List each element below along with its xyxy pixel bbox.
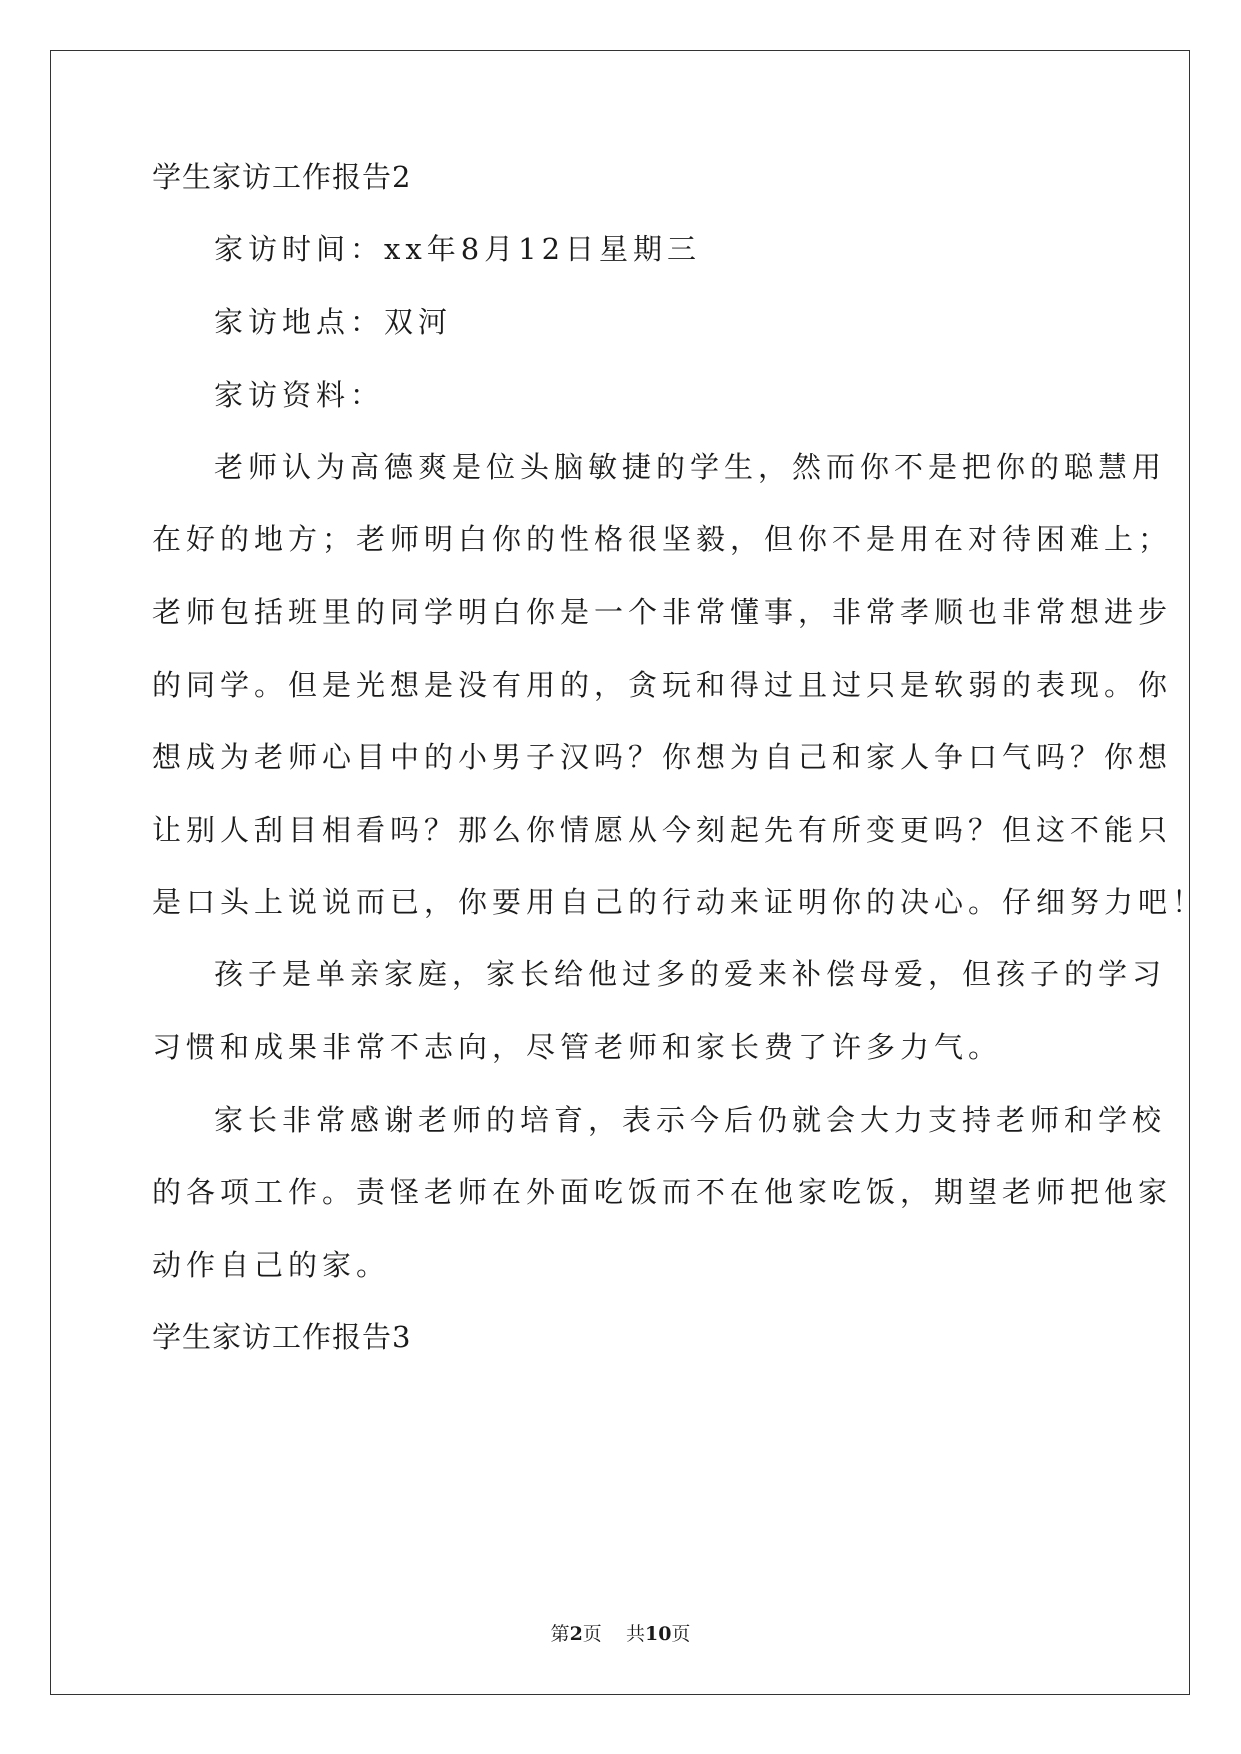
paragraph-line: 是口头上说说而已，你要用自己的行动来证明你的决心。仔细努力吧！ [152,885,1207,919]
paragraph-line: 习惯和成果非常不志向，尽管老师和家长费了许多力气。 [152,1030,1003,1064]
section-heading-3: 学生家访工作报告3 [152,1320,412,1354]
paragraph-line: 想成为老师心目中的小男子汉吗？你想为自己和家人争口气吗？你想 [152,740,1173,774]
visit-place: 家访地点：双河 [214,305,453,339]
page-border [50,50,1190,1695]
paragraph-line: 孩子是单亲家庭，家长给他过多的爱来补偿母爱，但孩子的学习 [214,957,1167,991]
footer-prefix: 第 [550,1623,570,1645]
paragraph-line: 让别人刮目相看吗？那么你情愿从今刻起先有所变更吗？但这不能只 [152,813,1173,847]
paragraph-line: 在好的地方；老师明白你的性格很坚毅，但你不是用在对待困难上； [152,522,1173,556]
page-footer [0,1622,1241,1646]
visit-materials-label: 家访资料： [214,378,385,412]
paragraph-line: 老师包括班里的同学明白你是一个非常懂事，非常孝顺也非常想进步 [152,595,1173,629]
paragraph-line: 动作自己的家。 [152,1248,391,1282]
visit-time: 家访时间：xx年8月12日星期三 [214,232,702,266]
paragraph-line: 老师认为高德爽是位头脑敏捷的学生，然而你不是把你的聪慧用 [214,450,1167,484]
paragraph-line: 家长非常感谢老师的培育，表示今后仍就会大力支持老师和学校 [214,1103,1167,1137]
paragraph-line: 的各项工作。责怪老师在外面吃饭而不在他家吃饭，期望老师把他家 [152,1175,1173,1209]
footer-total-pages: 10 [644,1623,672,1645]
footer-suffix: 页 [671,1623,691,1645]
paragraph-line: 的同学。但是光想是没有用的，贪玩和得过且过只是软弱的表现。你 [152,668,1173,702]
footer-page-number: 2 [569,1623,583,1645]
footer-mid: 页 共 [582,1623,645,1645]
section-heading-2: 学生家访工作报告2 [152,160,412,194]
